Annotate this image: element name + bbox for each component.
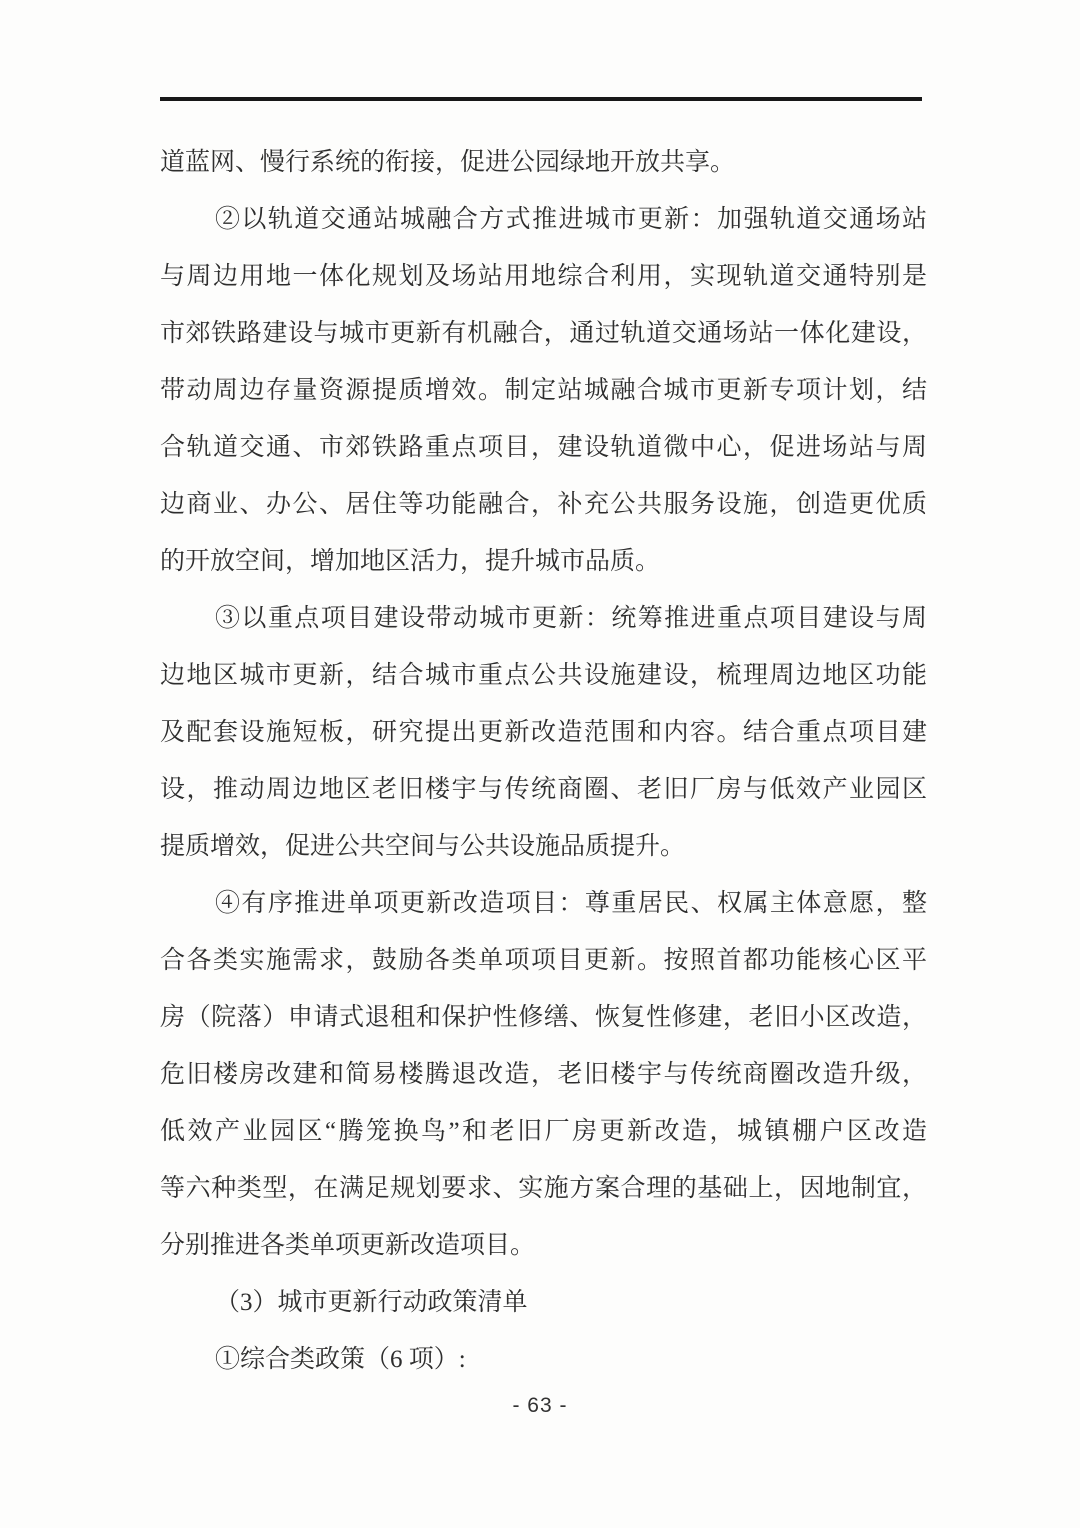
text-line: 分别推进各类单项更新改造项目。	[160, 1232, 536, 1259]
page-footer	[0, 1388, 1080, 1424]
body-text	[160, 134, 927, 1388]
text-line: 边商业、办公、居住等功能融合，补充公共服务设施，创造更优质	[160, 491, 927, 518]
text-line: 设，推动周边地区老旧楼宇与传统商圈、老旧厂房与低效产业园区	[160, 776, 927, 803]
text-line: ②以轨道交通站城融合方式推进城市更新：加强轨道交通场站	[215, 206, 927, 233]
text-line: 等六种类型，在满足规划要求、实施方案合理的基础上，因地制宜，	[160, 1175, 927, 1202]
text-line: 房（院落）申请式退租和保护性修缮、恢复性修建，老旧小区改造，	[160, 1004, 927, 1031]
text-line: 边地区城市更新，结合城市重点公共设施建设，梳理周边地区功能	[160, 662, 927, 689]
text-line: 及配套设施短板，研究提出更新改造范围和内容。结合重点项目建	[160, 719, 927, 746]
header-rule	[160, 97, 922, 101]
text-line: 合各类实施需求，鼓励各类单项项目更新。按照首都功能核心区平	[160, 947, 927, 974]
text-line: 带动周边存量资源提质增效。制定站城融合城市更新专项计划，结	[160, 377, 927, 404]
page-number: - 63 -	[512, 1394, 568, 1417]
text-line: 危旧楼房改建和简易楼腾退改造，老旧楼宇与传统商圈改造升级，	[160, 1061, 927, 1088]
text-line: 市郊铁路建设与城市更新有机融合，通过轨道交通场站一体化建设，	[160, 320, 927, 347]
text-line: ③以重点项目建设带动城市更新：统筹推进重点项目建设与周	[215, 605, 927, 632]
text-line: 低效产业园区“腾笼换鸟”和老旧厂房更新改造，城镇棚户区改造	[160, 1118, 927, 1145]
text-line: （3）城市更新行动政策清单	[215, 1289, 528, 1316]
text-line: 的开放空间，增加地区活力，提升城市品质。	[160, 548, 661, 575]
text-line: 道蓝网、慢行系统的衔接，促进公园绿地开放共享。	[160, 149, 736, 176]
text-line: ①综合类政策（6 项）:	[215, 1346, 466, 1373]
text-line: ④有序推进单项更新改造项目：尊重居民、权属主体意愿，整	[215, 890, 927, 917]
text-line: 与周边用地一体化规划及场站用地综合利用，实现轨道交通特别是	[160, 263, 927, 290]
text-line: 合轨道交通、市郊铁路重点项目，建设轨道微中心，促进场站与周	[160, 434, 927, 461]
text-line: 提质增效，促进公共空间与公共设施品质提升。	[160, 833, 686, 860]
